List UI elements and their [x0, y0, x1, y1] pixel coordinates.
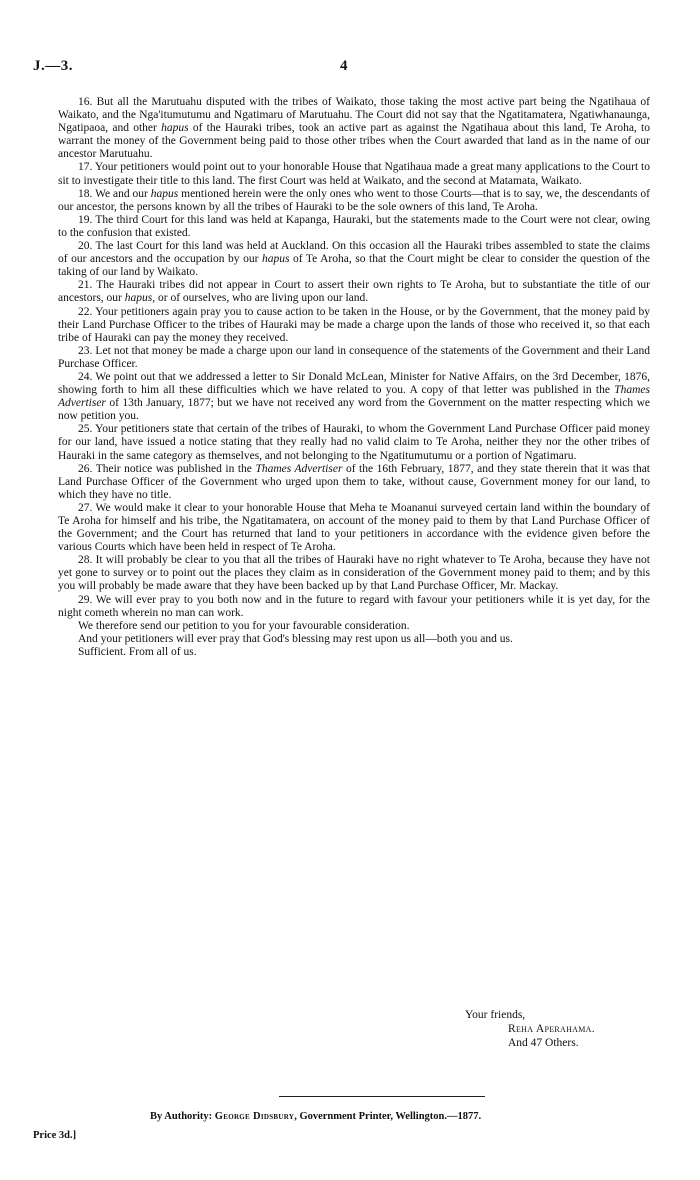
- paragraph-21: 21. The Hauraki tribes did not appear in Court to assert their own rights to Te Aroha, but to substantiate the title of our ancestors, our hapus, or of ourselves, who are living upon our land.: [58, 279, 650, 305]
- paragraph-28: 28. It will probably be clear to you that all the tribes of Hauraki have no right whatever to Te Aroha, because they have not yet gone to survey or to point out the places they claim as in consideration of the Government money paid to them; and by this you will probably be made aware that they have been backed up by that Land Purchase Officer, Mr. Mackay.: [58, 554, 650, 593]
- paragraph-29: 29. We will ever pray to you both now and in the future to regard with favour your petitioners while it is yet day, for the night cometh wherein no man can work.: [58, 593, 650, 619]
- printer-name: George Didsbury: [214, 1111, 295, 1122]
- signature-closing: Your friends,: [465, 1009, 526, 1021]
- printer-details: , Government Printer, Wellington.—1877.: [294, 1111, 482, 1122]
- footer-divider: [279, 1096, 485, 1097]
- paragraph-25: 25. Your petitioners state that certain of the tribes of Hauraki, to whom the Government Land Purchase Officer paid money for our land, have issued a notice stating that they really had no valid claim to Te Aroha, neither they nor the other tribes of Hauraki in the same category as themselves, and not belonging to the Ngatitumutumu or a portion of Ngatimaru.: [58, 423, 650, 462]
- signature-others: And 47 Others.: [508, 1037, 579, 1049]
- paragraph-19: 19. The third Court for this land was held at Kapanga, Hauraki, but the statements made to the Court were not clear, owing to the confusion that existed.: [58, 213, 650, 239]
- petition-body: [58, 96, 650, 659]
- paragraph-17: 17. Your petitioners would point out to your honorable House that Ngatihaua made a great many applications to the Court to sit to investigate their title to this land. The first Court was held at Waikato, and the second at Matamata, Waikato.: [58, 161, 650, 187]
- closing-line-1: We therefore send our petition to you for your favourable consideration.: [78, 619, 410, 632]
- paragraph-20: 20. The last Court for this land was held at Auckland. On this occasion all the Hauraki tribes assembled to state the claims of our ancestors and the occupation by our hapus of Te Aroha, so that the Court might be clear to consider the question of the taking of our land by Waikato.: [58, 240, 650, 279]
- document-reference: J.—3.: [33, 58, 73, 74]
- paragraph-27: 27. We would make it clear to your honorable House that Meha te Moananui surveyed certain land within the boundary of Te Aroha for himself and his tribe, the Ngatitamatera, on account of the money paid to them by that Land Purchase Officer of the Government; and the Court has returned that land to your petitioners in accordance with the evidence given before the various Courts which have been held in respect of Te Aroha.: [58, 501, 650, 554]
- closing-line-3: Sufficient. From all of us.: [78, 645, 197, 658]
- paragraph-18: 18. We and our hapus mentioned herein were the only ones who went to those Courts—that is to say, we, the descendants of our ancestor, the persons known by all the tribes of Hauraki to be the sole owners of this land, Te Aroha.: [58, 187, 650, 213]
- paragraph-24: 24. We point out that we addressed a letter to Sir Donald McLean, Minister for Native Affairs, on the 3rd December, 1876, showing forth to him all these difficulties which we have related to you. A copy of that letter was published in the Thames Advertiser of 13th January, 1877; but we have not received any word from the Government on the matter respecting which we now petition you.: [58, 370, 650, 423]
- printer-imprint: [150, 1111, 700, 1122]
- paragraph-22: 22. Your petitioners again pray you to cause action to be taken in the House, or by the Government, that the money paid by their Land Purchase Officer to the tribes of Hauraki may be made a charge upon the lands of those who received it, so that each tribe of Hauraki can pay the money they received.: [58, 305, 650, 344]
- closing-line-2: And your petitioners will ever pray that God's blessing may rest upon us all—both you and us.: [78, 632, 513, 645]
- paragraph-16: 16. But all the Marutuahu disputed with the tribes of Waikato, those taking the most active part being the Ngatihaua of Waikato, and the Nga'itumutumu and Ngatimaru of Marutuahu. The Court did not say that the Ngatitamatera, Ngatiwhanaunga, Ngatipaoa, and other hapus of the Hauraki tribes, took an active part as against the Ngatihaua about this land, Te Aroha, to warrant the money of the Government being paid to those other tribes when the Court awarded that land as in the name of our ancestor Marutuahu.: [58, 96, 650, 161]
- authority-label: By Authority:: [150, 1111, 213, 1122]
- price-label: Price 3d.]: [33, 1130, 77, 1141]
- signature-name: Reha Aperahama.: [508, 1023, 595, 1035]
- paragraph-26: 26. Their notice was published in the Thames Advertiser of the 16th February, 1877, and they state therein that it was that Land Purchase Officer of the Government who urged upon them to take, without cause, Government money for our land, to which they have no title.: [58, 462, 650, 501]
- paragraph-23: 23. Let not that money be made a charge upon our land in consequence of the statements of the Government and their Land Purchase Officer.: [58, 344, 650, 370]
- page-number: 4: [340, 58, 348, 74]
